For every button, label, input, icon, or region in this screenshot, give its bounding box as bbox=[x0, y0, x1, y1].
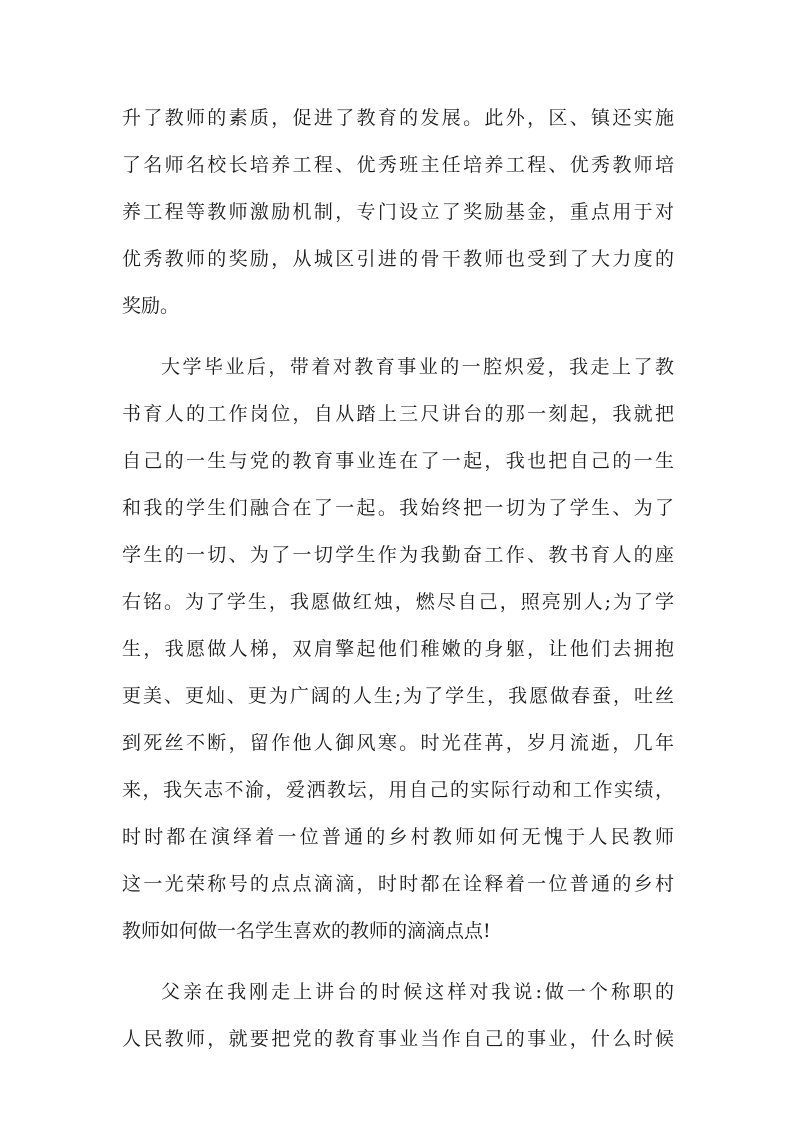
paragraph-2-line-5: 学生的一切、为了一切学生作为我勤奋工作、教书育人的座 bbox=[122, 544, 674, 566]
paragraph-2-line-11: 时时都在演绎着一位普通的乡村教师如何无愧于人民教师 bbox=[122, 826, 674, 848]
paragraph-2-line-12: 这一光荣称号的点点滴滴，时时都在诠释着一位普通的乡村 bbox=[122, 873, 674, 895]
paragraph-2-line-10: 来，我矢志不渝，爱洒教坛，用自己的实际行动和工作实绩， bbox=[122, 779, 674, 801]
paragraph-2-line-1: 大学毕业后，带着对教育事业的一腔炽爱，我走上了教 bbox=[161, 356, 674, 378]
paragraph-1-line-4: 优秀教师的奖励，从城区引进的骨干教师也受到了大力度的 bbox=[122, 248, 674, 270]
paragraph-1-line-3: 养工程等教师激励机制，专门设立了奖励基金，重点用于对 bbox=[122, 201, 674, 223]
paragraph-1-line-1: 升了教师的素质，促进了教育的发展。此外，区、镇还实施 bbox=[122, 107, 674, 129]
paragraph-2-line-8: 更美、更灿、更为广阔的人生;为了学生，我愿做春蚕，吐丝 bbox=[122, 685, 674, 707]
paragraph-2-line-6: 右铭。为了学生，我愿做红烛，燃尽自己，照亮别人;为了学 bbox=[122, 591, 674, 613]
paragraph-2-line-9: 到死丝不断，留作他人御风寒。时光荏苒，岁月流逝，几年 bbox=[122, 732, 674, 754]
paragraph-2-line-7: 生，我愿做人梯，双肩擎起他们稚嫩的身躯，让他们去拥抱 bbox=[122, 638, 674, 660]
paragraph-2-line-3: 自己的一生与党的教育事业连在了一起，我也把自己的一生 bbox=[122, 450, 674, 472]
paragraph-1-line-5: 奖励。 bbox=[122, 295, 180, 317]
paragraph-2-line-2: 书育人的工作岗位，自从踏上三尺讲台的那一刻起，我就把 bbox=[122, 403, 674, 425]
paragraph-1-line-2: 了名师名校长培养工程、优秀班主任培养工程、优秀教师培 bbox=[122, 154, 674, 176]
paragraph-2-line-13: 教师如何做一名学生喜欢的教师的滴滴点点! bbox=[122, 920, 491, 942]
paragraph-3-line-1: 父亲在我刚走上讲台的时候这样对我说:做一个称职的 bbox=[161, 981, 674, 1003]
paragraph-3-line-2: 人民教师，就要把党的教育事业当作自己的事业，什么时候 bbox=[122, 1028, 674, 1050]
paragraph-2-line-4: 和我的学生们融合在了一起。我始终把一切为了学生、为了 bbox=[122, 497, 674, 519]
